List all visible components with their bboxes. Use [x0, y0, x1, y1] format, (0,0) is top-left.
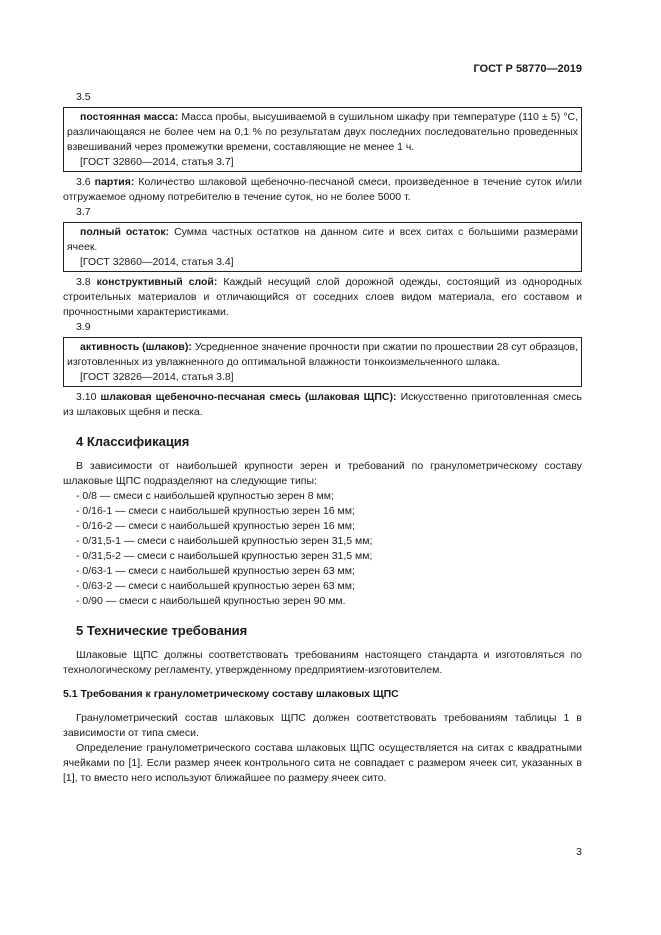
- term-box: [63, 107, 582, 172]
- term-definition: Масса пробы, высушиваемой в сушильном шкафу при температуре (110 ± 5) °С, различающаяся не более чем на 0,1 % по результатам двух последних последовательно проведенных взвешиваний через промежутки времени, составляющие не менее 1 ч.: [67, 111, 579, 153]
- term-reference: [ГОСТ 32826—2014, статья 3.8]: [80, 371, 234, 383]
- list-item: - 0/63-2 — смеси с наибольшей крупностью зерен 63 мм;: [76, 580, 355, 592]
- page-number: 3: [576, 846, 582, 858]
- section-number: 3.8: [76, 276, 91, 288]
- list-item: - 0/8 — смеси с наибольшей крупностью зерен 8 мм;: [76, 490, 334, 502]
- list-item: - 0/16-2 — смеси с наибольшей крупностью зерен 16 мм;: [76, 520, 355, 532]
- term-name: партия:: [94, 176, 135, 188]
- term-box: [63, 337, 582, 387]
- term-paragraph: [67, 340, 578, 370]
- section-intro: Шлаковые ЩПС должны соответствовать требованиям настоящего стандарта и изготовляться по технологическому регламенту, утвержденному предприятием-изготовителем.: [63, 649, 582, 676]
- term-definition: Каждый несущий слой дорожной одежды, состоящий из однородных строительных материалов и отличающийся от соседних слоев видом материала, его составом и прочностными характеристиками.: [63, 276, 582, 318]
- section-number: 3.5: [76, 91, 91, 103]
- section-number: 3.7: [76, 206, 91, 218]
- term-paragraph: [63, 175, 582, 205]
- section-heading: 4 Классификация: [76, 434, 190, 449]
- term-definition: Искусственно приготовленная смесь из шлаковых щебня и песка.: [63, 391, 582, 418]
- type-list: [63, 489, 582, 609]
- term-paragraph: [63, 390, 582, 420]
- term-name: конструктивный слой:: [96, 276, 218, 288]
- term-paragraph: [67, 225, 578, 255]
- list-item: - 0/31,5-1 — смеси с наибольшей крупностью зерен 31,5 мм;: [76, 535, 373, 547]
- paragraph: Гранулометрический состав шлаковых ЩПС должен соответствовать требованиям таблицы 1 в зависимости от типа смеси.: [63, 712, 582, 739]
- term-name: полный остаток:: [80, 226, 170, 238]
- subsection-heading: 5.1 Требования к гранулометрическому составу шлаковых ЩПС: [63, 688, 399, 700]
- list-item: - 0/63-1 — смеси с наибольшей крупностью зерен 63 мм;: [76, 565, 355, 577]
- section-number: 3.9: [76, 321, 91, 333]
- term-paragraph: [63, 275, 582, 320]
- section-number: 3.10: [76, 391, 97, 403]
- page-content: [63, 90, 582, 786]
- term-reference: [ГОСТ 32860—2014, статья 3.4]: [80, 256, 234, 268]
- document-header: ГОСТ Р 58770—2019: [473, 63, 582, 75]
- section-number: 3.6: [76, 176, 91, 188]
- term-reference: [ГОСТ 32860—2014, статья 3.7]: [80, 156, 234, 168]
- term-name: постоянная масса:: [80, 111, 179, 123]
- section-intro: В зависимости от наибольшей крупности зерен и требований по гранулометрическому составу шлаковые ЩПС подразделяют на следующие типы:: [63, 460, 582, 487]
- term-name: активность (шлаков):: [80, 341, 192, 353]
- term-definition: Количество шлаковой щебеночно-песчаной смеси, произведенное в течение суток и/или отгружаемое одному потребителю в течение суток, но не более 5000 т.: [63, 176, 583, 203]
- term-paragraph: [67, 110, 578, 155]
- list-item: - 0/31,5-2 — смеси с наибольшей крупностью зерен 31,5 мм;: [76, 550, 373, 562]
- term-definition: Сумма частных остатков на данном сите и всех ситах с большими размерами ячеек.: [67, 226, 578, 253]
- list-item: - 0/90 — смеси с наибольшей крупностью зерен 90 мм.: [76, 595, 346, 607]
- term-definition: Усредненное значение прочности при сжатии по прошествии 28 сут образцов, изготовленных из увлажненного до оптимальной влажности тонкоизмельченного шлака.: [67, 341, 578, 368]
- term-name: шлаковая щебеночно-песчаная смесь (шлаковая ЩПС):: [100, 391, 397, 403]
- section-heading: 5 Технические требования: [76, 623, 248, 638]
- list-item: - 0/16-1 — смеси с наибольшей крупностью зерен 16 мм;: [76, 505, 355, 517]
- term-box: [63, 222, 582, 272]
- paragraph: Определение гранулометрического состава шлаковых ЩПС осуществляется на ситах с квадратными ячейками по [1]. Если размер ячеек контрольного сита не совпадает с размером ячеек сит, указанных в [1], то вместо него используют ближайшее по размеру ячеек сито.: [63, 742, 582, 784]
